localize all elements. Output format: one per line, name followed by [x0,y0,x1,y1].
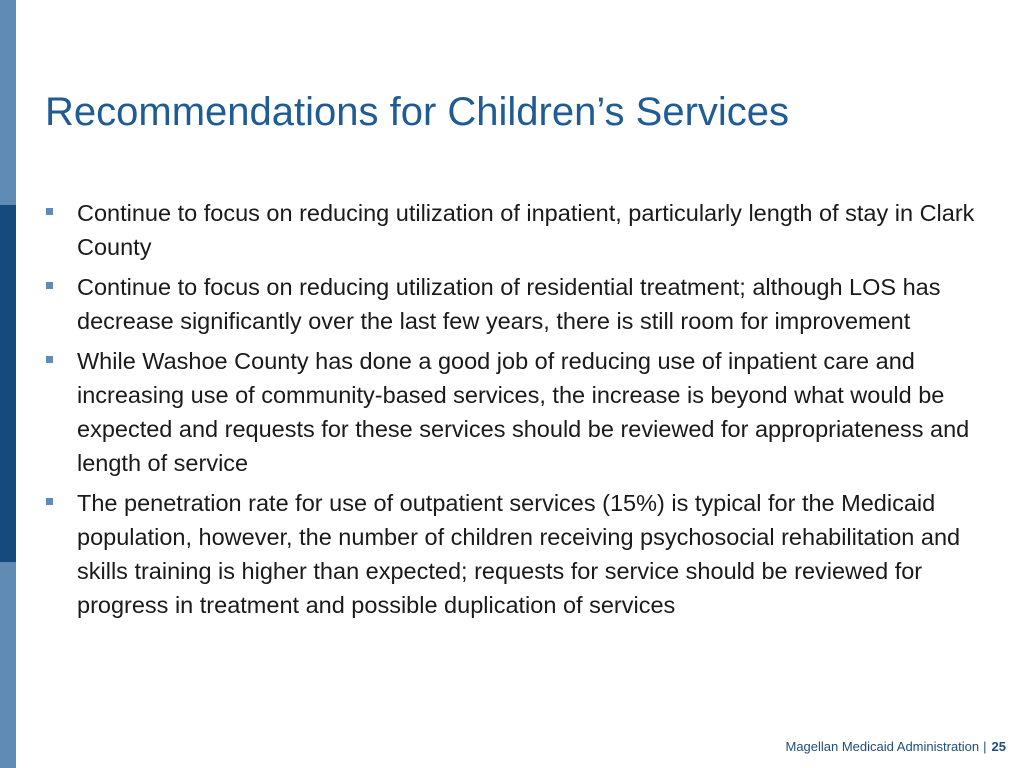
footer-separator: | [983,739,987,754]
bullet-text: Continue to focus on reducing utilization of inpatient, particularly length of stay in Clark County [77,200,975,260]
square-bullet-icon [46,356,53,363]
page-number: 25 [991,739,1006,754]
bullet-item [46,344,981,480]
square-bullet-icon [46,208,53,215]
square-bullet-icon [46,498,53,505]
bullet-list [46,196,981,628]
bullet-item [46,270,981,338]
bullet-item [46,196,981,264]
bullet-text: The penetration rate for use of outpatient services (15%) is typical for the Medicaid population, however, the number of children receiving psychosocial rehabilitation and skills training is higher than expected; requests for service should be reviewed for progress in treatment and possible duplication of services [77,490,961,618]
footer [785,739,1006,754]
bullet-item [46,486,981,622]
bullet-text: Continue to focus on reducing utilization of residential treatment; although LOS has decrease significantly over the last few years, there is still room for improvement [77,274,941,334]
left-accent-bar-dark-segment [0,205,16,562]
slide-title: Recommendations for Children’s Services [45,90,790,134]
footer-organization: Magellan Medicaid Administration [785,739,980,754]
bullet-text: While Washoe County has done a good job of reducing use of inpatient care and increasing use of community-based services, the increase is beyond what would be expected and requests for these services should be reviewed for appropriateness and length of service [77,348,970,476]
square-bullet-icon [46,282,53,289]
